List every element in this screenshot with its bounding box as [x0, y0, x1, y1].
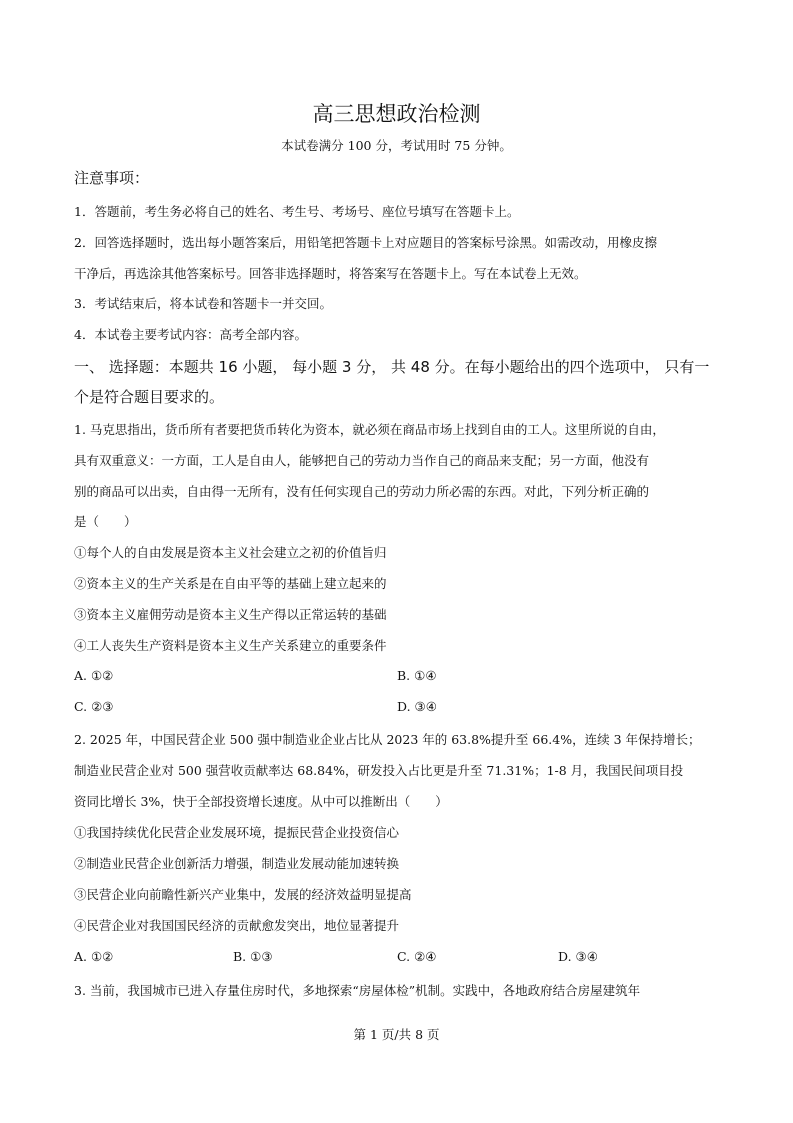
- note-line: 3．考试结束后，将本试卷和答题卡一并交回。: [74, 296, 332, 311]
- note-line: 4．本试卷主要考试内容：高考全部内容。: [74, 327, 307, 342]
- page-title: 高三思想政治检测: [312, 102, 481, 126]
- q1-option-d: D. ③④: [397, 699, 437, 714]
- q1-item: ③资本主义雇佣劳动是资本主义生产得以正常运转的基础: [74, 607, 387, 622]
- q1-stem-line: 别的商品可以出卖，自由得一无所有，没有任何实现自己的劳动力所必需的东西。对此，下列分析正确的: [74, 484, 650, 499]
- q3-stem-line: 3. 当前，我国城市已进入存量住房时代，多地探索“房屋体检”机制。实践中，各地政府结合房屋建筑年: [74, 983, 641, 998]
- q2-stem-line: 资同比增长 3%，快于全部投资增长速度。从中可以推断出（ ）: [74, 794, 448, 809]
- note-line: 干净后，再选涂其他答案标号。回答非选择题时，将答案写在答题卡上。写在本试卷上无效。: [74, 266, 587, 281]
- section-heading-cont: 个是符合题目要求的。: [74, 388, 225, 406]
- q1-stem-line: 1. 马克思指出，货币所有者要把货币转化为资本，就必须在商品市场上找到自由的工人。这里所说的自由，: [74, 422, 665, 437]
- q2-item: ④民营企业对我国国民经济的贡献愈发突出，地位显著提升: [74, 918, 400, 933]
- q1-option-c: C. ②③: [74, 699, 114, 714]
- q2-item: ②制造业民营企业创新活力增强，制造业发展动能加速转换: [74, 856, 400, 871]
- q1-item: ①每个人的自由发展是资本主义社会建立之初的价值旨归: [74, 545, 387, 560]
- q2-stem-line: 2. 2025 年，中国民营企业 500 强中制造业企业占比从 2023 年的 63.8%提升至 66.4%，连续 3 年保持增长；: [74, 732, 701, 747]
- note-line: 2．回答选择题时，选出每小题答案后，用铅笔把答题卡上对应题目的答案标号涂黑。如需改动，用橡皮擦: [74, 235, 657, 250]
- q2-item: ③民营企业向前瞻性新兴产业集中，发展的经济效益明显提高: [74, 887, 412, 902]
- q1-option-a: A. ①②: [74, 668, 114, 683]
- q1-stem-line: 具有双重意义：一方面，工人是自由人，能够把自己的劳动力当作自己的商品来支配；另一方面，他没有: [74, 453, 650, 468]
- q1-stem-line: 是（ ）: [74, 514, 137, 529]
- q2-option-d: D. ③④: [558, 949, 598, 964]
- q2-stem-line: 制造业民营企业对 500 强营收贡献率达 68.84%，研发投入占比更是升至 71.31%；1-8 月，我国民间项目投: [74, 763, 684, 778]
- q1-option-b: B. ①④: [397, 668, 437, 683]
- page-footer: 第 1 页/共 8 页: [353, 1027, 440, 1042]
- q2-option-a: A. ①②: [74, 949, 114, 964]
- q1-item: ②资本主义的生产关系是在自由平等的基础上建立起来的: [74, 576, 387, 591]
- note-line: 1．答题前，考生务必将自己的姓名、考生号、考场号、座位号填写在答题卡上。: [74, 204, 520, 219]
- q2-item: ①我国持续优化民营企业发展环境，提振民营企业投资信心: [74, 825, 400, 840]
- q1-item: ④工人丧失生产资料是资本主义生产关系建立的重要条件: [74, 638, 387, 653]
- q2-option-c: C. ②④: [397, 949, 437, 964]
- section-heading: 一、 选择题：本题共 16 小题， 每小题 3 分， 共 48 分。在每小题给出的四个选项中， 只有一: [74, 358, 710, 376]
- notes-heading: 注意事项：: [74, 169, 150, 187]
- q2-option-b: B. ①③: [233, 949, 273, 964]
- page-subtitle: 本试卷满分 100 分，考试用时 75 分钟。: [281, 138, 512, 153]
